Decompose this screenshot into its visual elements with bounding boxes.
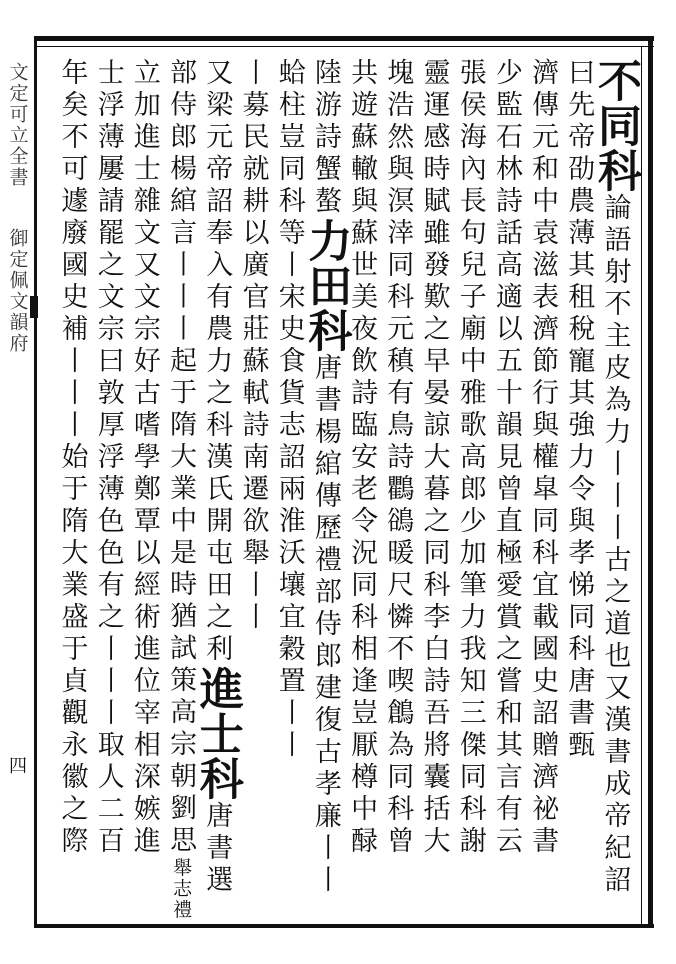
text-column xyxy=(89,58,127,858)
text-run: 濟傳元和中袁滋表濟節行與權皐同科宜載國史詔贈濟祕書 xyxy=(527,58,559,858)
text-run: 唐書選 xyxy=(201,801,233,897)
entry-heading: 進士科 xyxy=(191,666,243,801)
text-run: 丨募民就耕以廣官莊蘇軾詩南遷欲舉丨丨 xyxy=(237,58,269,634)
text-run: 部侍郎楊綰言丨丨丨起于隋大業中是時猶試策高宗朝劉思 xyxy=(165,58,197,858)
text-column xyxy=(162,58,200,920)
fold-line xyxy=(34,36,37,928)
text-run: 士浮薄屢請罷之文宗曰敦厚浮薄色色有之丨丨丨取人二百 xyxy=(92,58,124,858)
entry-heading: 不同科 xyxy=(590,58,641,193)
text-run: 靈運感時賦雖發歎之早晏諒大暮之同科李白詩吾將囊括大 xyxy=(418,58,450,858)
top-inner-line xyxy=(34,46,654,47)
text-column xyxy=(343,58,381,858)
text-column xyxy=(270,58,308,762)
text-run: 唐書楊綰傳歷禮部侍郎建復古孝廉丨丨 xyxy=(309,353,341,897)
text-run: 塊浩然與溟涬同科元稹有鳥詩鸜鵒暖尺憐不喫鶬為同科曾 xyxy=(382,58,414,858)
top-border xyxy=(34,36,654,41)
text-run: 等丨宋史食貨志詔兩淮沃壤宜穀置丨丨 xyxy=(273,218,305,762)
fold-top-text: 文定可立全書 xyxy=(6,62,29,188)
book-title: 御定佩文韻府 xyxy=(6,228,29,354)
entry-heading: 力田科 xyxy=(300,218,352,353)
text-column xyxy=(379,58,417,858)
fold-fish-tail-mark xyxy=(30,296,38,318)
text-column xyxy=(451,58,489,858)
text-column xyxy=(300,58,352,897)
text-run: 立加進士雜文又文宗好古嗜學鄭覃以經術進位宰相深嫉進 xyxy=(128,58,160,858)
text-run: 張侯海內長句兒子廟中雅歌高郎少加筆力我知三傑同科謝 xyxy=(454,58,486,858)
page-number: 四 xyxy=(9,756,27,777)
right-inner-line xyxy=(641,46,642,924)
text-column xyxy=(53,58,91,858)
fold-margin xyxy=(4,62,30,354)
text-run: 曰先帝劭農薄其租稅寵其強力令與孝悌同科唐書甄 xyxy=(563,58,595,762)
small-annotation: 舉志禮 xyxy=(170,857,193,921)
text-column xyxy=(560,58,598,762)
text-run: 少監石林詩話高適以五十韻見曾直極愛賞之嘗和其言有云 xyxy=(490,58,522,858)
text-column xyxy=(487,58,525,858)
text-run: 又梁元帝詔奉入有農力之科漢氏開屯田之利 xyxy=(201,58,233,666)
bottom-border xyxy=(34,924,654,928)
text-column xyxy=(415,58,453,858)
text-run: 蛤柱豈同科 xyxy=(273,58,305,218)
right-border xyxy=(648,36,653,928)
text-run: 共遊蘇轍與蘇世美夜飲詩臨安老令況同科相逢豈厭樽中醁 xyxy=(346,58,378,858)
text-column xyxy=(524,58,562,858)
text-column xyxy=(191,58,243,897)
text-run: 陸游詩蟹螯 xyxy=(309,58,341,218)
text-column xyxy=(234,58,272,634)
text-column xyxy=(590,58,641,897)
text-run: 年矣不可遽廢國史補丨丨丨始于隋大業盛于貞觀永徽之際 xyxy=(56,58,88,858)
text-column xyxy=(125,58,163,858)
text-run: 論語射不主皮為力丨丨丨古之道也又漢書成帝紀詔 xyxy=(599,193,631,897)
